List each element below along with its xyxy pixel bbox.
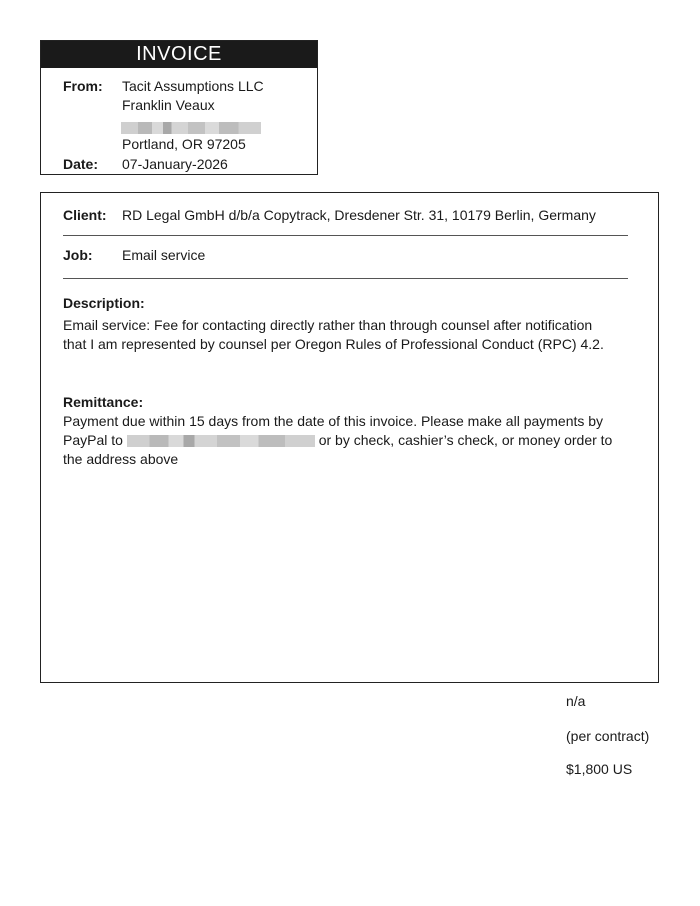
client-value: RD Legal GmbH d/b/a Copytrack, Dresdener Str. 31, 10179 Berlin, Germany	[122, 207, 596, 223]
remittance-line: the address above	[63, 451, 179, 467]
from-company: Tacit Assumptions LLC	[122, 78, 264, 94]
from-address-redacted	[121, 119, 261, 135]
client-label: Client:	[63, 207, 107, 223]
job-label: Job:	[63, 247, 93, 263]
invoice-date: 07-January-2026	[122, 156, 228, 172]
remittance-line	[63, 431, 612, 450]
paypal-address-redacted	[127, 435, 315, 447]
description-label: Description:	[63, 295, 145, 311]
divider	[63, 278, 628, 279]
invoice-title: INVOICE	[41, 41, 317, 68]
from-city: Portland, OR 97205	[122, 136, 246, 152]
invoice-details	[40, 192, 659, 683]
date-label: Date:	[63, 156, 99, 172]
hours-value: n/a	[566, 693, 586, 709]
job-value: Email service	[122, 247, 206, 263]
from-name: Franklin Veaux	[122, 97, 215, 113]
remittance-suffix: or by check, cashier’s check, or money order to	[318, 432, 613, 448]
rate-value: (per contract)	[566, 728, 650, 744]
remittance-line: Payment due within 15 days from the date of this invoice. Please make all payments by	[63, 413, 604, 429]
invoice-header	[40, 40, 318, 175]
description-line: Email service: Fee for contacting directly rather than through counsel after notification	[63, 317, 593, 333]
divider	[63, 235, 628, 236]
paypal-prefix: PayPal to	[63, 432, 123, 448]
from-label: From:	[63, 78, 103, 94]
description-line: that I am represented by counsel per Oregon Rules of Professional Conduct (RPC) 4.2.	[63, 336, 604, 352]
total-value: $1,800 US	[566, 761, 633, 777]
remittance-label: Remittance:	[63, 394, 144, 410]
